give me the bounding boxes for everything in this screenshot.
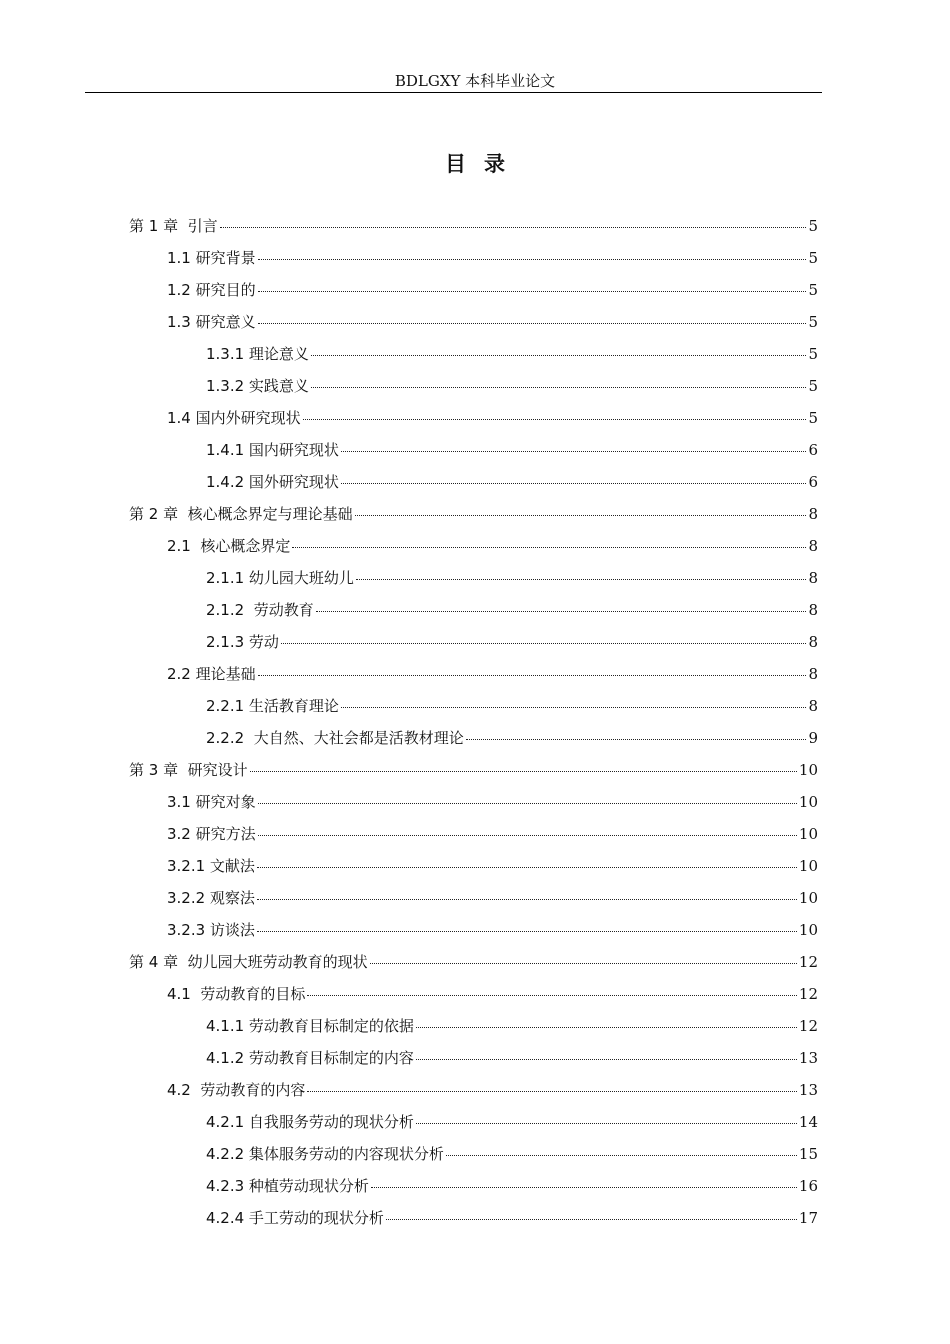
toc-entry-page: 5 [808,409,818,427]
toc-entry[interactable] [129,1170,818,1202]
toc-leader-dots [371,1186,797,1188]
toc-entry-label: 1.2 研究目的 [167,281,256,299]
toc-leader-dots [446,1154,797,1156]
toc-leader-dots [281,642,807,644]
toc-entry[interactable] [129,626,818,658]
toc-entry-label: 1.3.1 理论意义 [206,345,309,363]
toc-entry[interactable] [129,1138,818,1170]
toc-entry-label: 4.2.3 种植劳动现状分析 [206,1177,369,1195]
toc-entry[interactable] [129,210,818,242]
toc-entry-label: 3.2 研究方法 [167,825,256,843]
toc-entry[interactable] [129,786,818,818]
toc-entry-label: 2.1.1 幼儿园大班幼儿 [206,569,354,587]
toc-entry-page: 5 [808,377,818,395]
toc-leader-dots [257,898,797,900]
toc-entry-label: 2.2 理论基础 [167,665,256,683]
toc-leader-dots [355,514,807,516]
toc-entry-label: 3.2.3 访谈法 [167,921,255,939]
toc-entry-page: 15 [798,1145,818,1163]
toc-leader-dots [307,1090,797,1092]
toc-entry[interactable] [129,434,818,466]
toc-leader-dots [258,674,807,676]
header-rule [85,92,822,93]
toc-leader-dots [316,610,807,612]
toc-entry-page: 8 [808,633,818,651]
toc-entry-page: 13 [798,1049,818,1067]
toc-entry[interactable] [129,1042,818,1074]
toc-leader-dots [466,738,807,740]
toc-entry-label: 1.3 研究意义 [167,313,256,331]
toc-entry-label: 1.4 国内外研究现状 [167,409,301,427]
toc-entry-page: 8 [808,697,818,715]
toc-entry-label: 1.1 研究背景 [167,249,256,267]
toc-entry[interactable] [129,562,818,594]
toc-entry-label: 1.3.2 实践意义 [206,377,309,395]
toc-entry-label: 1.4.1 国内研究现状 [206,441,339,459]
toc-entry[interactable] [129,370,818,402]
page-header: BDLGXY 本科毕业论文 [394,72,556,90]
toc-entry-page: 9 [808,729,818,747]
toc-entry[interactable] [129,306,818,338]
toc-entry-page: 16 [798,1177,818,1195]
toc-entry-page: 8 [808,505,818,523]
toc-entry[interactable] [129,658,818,690]
toc-entry[interactable] [129,1202,818,1234]
toc-entry-label: 3.2.2 观察法 [167,889,255,907]
toc-leader-dots [258,322,807,324]
toc-leader-dots [258,258,807,260]
toc-entry-page: 8 [808,601,818,619]
toc-leader-dots [307,994,797,996]
toc-entry-page: 13 [798,1081,818,1099]
toc-entry-page: 8 [808,537,818,555]
toc-entry[interactable] [129,1010,818,1042]
toc-entry-page: 10 [798,857,818,875]
toc-entry-page: 10 [798,889,818,907]
toc-entry-label: 4.2.4 手工劳动的现状分析 [206,1209,384,1227]
toc-entry-label: 2.1 核心概念界定 [167,537,291,555]
toc-entry[interactable] [129,882,818,914]
toc-leader-dots [258,834,797,836]
toc-entry[interactable] [129,530,818,562]
toc-leader-dots [257,930,797,932]
toc-entry[interactable] [129,818,818,850]
toc-entry-label: 3.1 研究对象 [167,793,256,811]
toc-entry-page: 12 [798,953,818,971]
toc-leader-dots [416,1058,797,1060]
toc-entry[interactable] [129,338,818,370]
toc-entry[interactable] [129,274,818,306]
toc-entry-page: 5 [808,313,818,331]
toc-leader-dots [311,354,807,356]
toc-entry-label: 2.1.2 劳动教育 [206,601,314,619]
toc-entry-page: 17 [798,1209,818,1227]
toc-entry-label: 4.1 劳动教育的目标 [167,985,306,1003]
toc-entry-page: 12 [798,985,818,1003]
toc-leader-dots [220,226,807,228]
toc-entry[interactable] [129,242,818,274]
toc-entry-page: 5 [808,345,818,363]
toc-entry-page: 5 [808,249,818,267]
toc-entry[interactable] [129,754,818,786]
toc-entry-label: 3.2.1 文献法 [167,857,255,875]
toc-entry-label: 4.1.1 劳动教育目标制定的依据 [206,1017,414,1035]
toc-leader-dots [257,866,797,868]
toc-entry-page: 12 [798,1017,818,1035]
toc-leader-dots [370,962,797,964]
toc-entry-label: 1.4.2 国外研究现状 [206,473,339,491]
toc-entry-label: 第 3 章 研究设计 [129,761,248,779]
toc-entry[interactable] [129,498,818,530]
toc-leader-dots [250,770,797,772]
toc-title: 目录 [445,152,523,176]
toc-entry-page: 10 [798,761,818,779]
toc-leader-dots [341,706,807,708]
toc-entry[interactable] [129,1074,818,1106]
toc-leader-dots [341,450,807,452]
toc-entry-page: 5 [808,217,818,235]
toc-entry-label: 4.1.2 劳动教育目标制定的内容 [206,1049,414,1067]
toc-leader-dots [356,578,807,580]
toc-entry-label: 第 4 章 幼儿园大班劳动教育的现状 [129,953,368,971]
toc-entry-page: 14 [798,1113,818,1131]
toc-entry-page: 8 [808,569,818,587]
toc-entry-label: 第 1 章 引言 [129,217,218,235]
toc-entry-page: 10 [798,793,818,811]
toc-entry-label: 4.2 劳动教育的内容 [167,1081,306,1099]
toc-entry[interactable] [129,402,818,434]
toc-entry[interactable] [129,594,818,626]
table-of-contents [129,210,818,1234]
toc-entry-label: 2.2.2 大自然、大社会都是活教材理论 [206,729,464,747]
toc-leader-dots [311,386,807,388]
toc-leader-dots [292,546,806,548]
toc-entry-page: 6 [808,473,818,491]
toc-entry-label: 4.2.2 集体服务劳动的内容现状分析 [206,1145,444,1163]
toc-entry-label: 2.2.1 生活教育理论 [206,697,339,715]
toc-entry[interactable] [129,690,818,722]
toc-entry-page: 10 [798,825,818,843]
toc-leader-dots [258,290,807,292]
toc-leader-dots [416,1122,797,1124]
toc-entry-page: 6 [808,441,818,459]
toc-leader-dots [303,418,807,420]
toc-entry[interactable] [129,978,818,1010]
toc-leader-dots [386,1218,797,1220]
toc-entry[interactable] [129,466,818,498]
toc-entry[interactable] [129,850,818,882]
toc-entry-label: 2.1.3 劳动 [206,633,279,651]
toc-entry-page: 8 [808,665,818,683]
toc-entry[interactable] [129,946,818,978]
toc-entry-label: 4.2.1 自我服务劳动的现状分析 [206,1113,414,1131]
toc-entry-page: 10 [798,921,818,939]
toc-leader-dots [341,482,807,484]
toc-entry[interactable] [129,722,818,754]
toc-entry[interactable] [129,1106,818,1138]
toc-entry-page: 5 [808,281,818,299]
toc-leader-dots [258,802,797,804]
toc-entry-label: 第 2 章 核心概念界定与理论基础 [129,505,353,523]
toc-entry[interactable] [129,914,818,946]
toc-leader-dots [416,1026,797,1028]
